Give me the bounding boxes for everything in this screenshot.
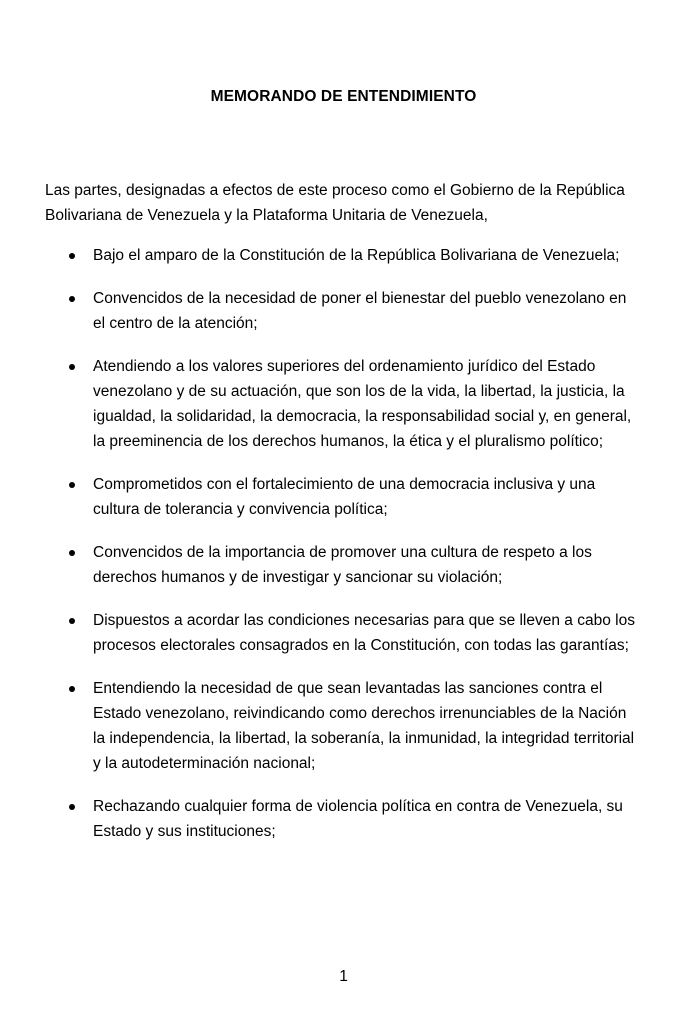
- list-item: [0, 608, 638, 658]
- list-item-text: Convencidos de la importancia de promover una cultura de respeto a los derechos humanos y de investigar y sancionar su violación;: [93, 544, 592, 586]
- list-item-text: Convencidos de la necesidad de poner el bienestar del pueblo venezolano en el centro de la atención;: [93, 290, 627, 332]
- bullet-icon: [69, 618, 75, 624]
- list-item-text: Comprometidos con el fortalecimiento de una democracia inclusiva y una cultura de tolerancia y convivencia política;: [93, 476, 596, 518]
- list-item-text: Atendiendo a los valores superiores del ordenamiento jurídico del Estado venezolano y de su actuación, que son los de la vida, la libertad, la justicia, la igualdad, la solidaridad, la democracia, la responsabilidad social y, en general, la preeminencia de los derechos humanos, la ética y el pluralismo político;: [93, 358, 632, 450]
- intro-paragraph: Las partes, designadas a efectos de este proceso como el Gobierno de la República Bolivariana de Venezuela y la Plataforma Unitaria de Venezuela,: [45, 182, 625, 224]
- bullet-icon: [69, 253, 75, 259]
- list-item-text: Entendiendo la necesidad de que sean levantadas las sanciones contra el Estado venezolano, reivindicando como derechos irrenunciables de la Nación la independencia, la libertad, la soberanía, la inmunidad, la integridad territorial y la autodeterminación nacional;: [93, 680, 635, 772]
- list-item: [0, 540, 638, 590]
- list-item: [0, 794, 638, 844]
- bullet-icon: [69, 364, 75, 370]
- list-item-text: Bajo el amparo de la Constitución de la República Bolivariana de Venezuela;: [93, 247, 620, 264]
- list-item: [0, 354, 638, 454]
- bullet-icon: [69, 550, 75, 556]
- bullet-icon: [69, 482, 75, 488]
- list-item: [0, 243, 638, 268]
- list-item: [0, 676, 638, 776]
- document-title: MEMORANDO DE ENTENDIMIENTO: [210, 88, 477, 105]
- page-number: 1: [339, 968, 348, 985]
- clause-list: [0, 243, 687, 862]
- list-item: [0, 472, 638, 522]
- bullet-icon: [69, 296, 75, 302]
- list-item-text: Rechazando cualquier forma de violencia política en contra de Venezuela, su Estado y sus instituciones;: [93, 798, 623, 840]
- bullet-icon: [69, 686, 75, 692]
- bullet-icon: [69, 804, 75, 810]
- list-item: [0, 286, 638, 336]
- list-item-text: Dispuestos a acordar las condiciones necesarias para que se lleven a cabo los procesos electorales consagrados en la Constitución, con todas las garantías;: [93, 612, 635, 654]
